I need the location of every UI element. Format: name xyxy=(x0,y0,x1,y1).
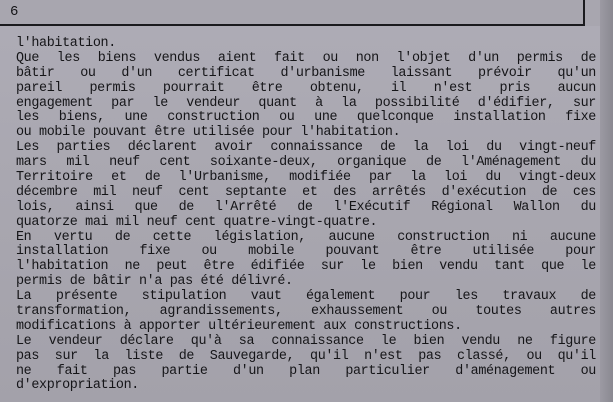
text-line: d'expropriation. xyxy=(16,378,139,394)
text-line: Territoire et de l'Urbanisme, modifiée par la loi du vingt-deux xyxy=(16,170,596,186)
page-header-frame xyxy=(0,0,613,26)
header-divider xyxy=(0,24,584,26)
header-corner-rule xyxy=(583,0,585,26)
text-line: l'habitation ne peut être édifiée sur le bien vendu tant que le xyxy=(16,259,596,275)
text-line: installation fixe ou mobile pouvant être utilisée pour xyxy=(16,244,596,260)
page-edge-shadow xyxy=(600,0,613,402)
text-line: bâtir ou d'un certificat d'urbanisme laissant prévoir qu'un xyxy=(16,65,596,81)
text-line: En vertu de cette législation, aucune construction ni aucune xyxy=(16,229,596,245)
text-line: lois, ainsi que de l'Arrêté de l'Exécutif Régional Wallon du xyxy=(16,199,596,215)
page-number: 6 xyxy=(10,4,19,20)
text-line: pas sur la liste de Sauvegarde, qu'il n'est pas classé, ou qu'il xyxy=(16,348,596,364)
text-line: pareil permis pourrait être obtenu, il n'est pris aucun xyxy=(16,80,596,96)
text-line: ne fait pas partie d'un plan particulier d'aménagement ou xyxy=(16,363,596,379)
text-line: Le vendeur déclare qu'à sa connaissance le bien vendu ne figure xyxy=(16,333,596,349)
text-line: les biens, une construction ou une quelconque installation fixe xyxy=(16,110,596,126)
text-line: mars mil neuf cent soixante-deux, organique de l'Aménagement du xyxy=(16,155,596,171)
text-line: permis de bâtir n'a pas été délivré. xyxy=(16,274,293,290)
text-line: Que les biens vendus aient fait ou non l'objet d'un permis de xyxy=(16,50,596,66)
text-line: décembre mil neuf cent septante et des arrêtés d'exécution de ces xyxy=(16,184,596,200)
text-line: engagement par le vendeur quant à la possibilité d'édifier, sur xyxy=(16,95,596,111)
text-line: ou mobile pouvant être utilisée pour l'habitation. xyxy=(16,125,401,141)
text-line: transformation, agrandissements, exhaussement ou toutes autres xyxy=(16,304,596,320)
text-line: l'habitation. xyxy=(16,36,116,51)
document-body xyxy=(16,37,596,394)
text-line: Les parties déclarent avoir connaissance de la loi du vingt-neuf xyxy=(16,140,596,156)
text-line: quatorze mai mil neuf cent quatre-vingt-quatre. xyxy=(16,214,378,230)
text-line: La présente stipulation vaut également pour les travaux de xyxy=(16,289,596,305)
text-line: modifications à apporter ultérieurement aux constructions. xyxy=(16,318,462,334)
